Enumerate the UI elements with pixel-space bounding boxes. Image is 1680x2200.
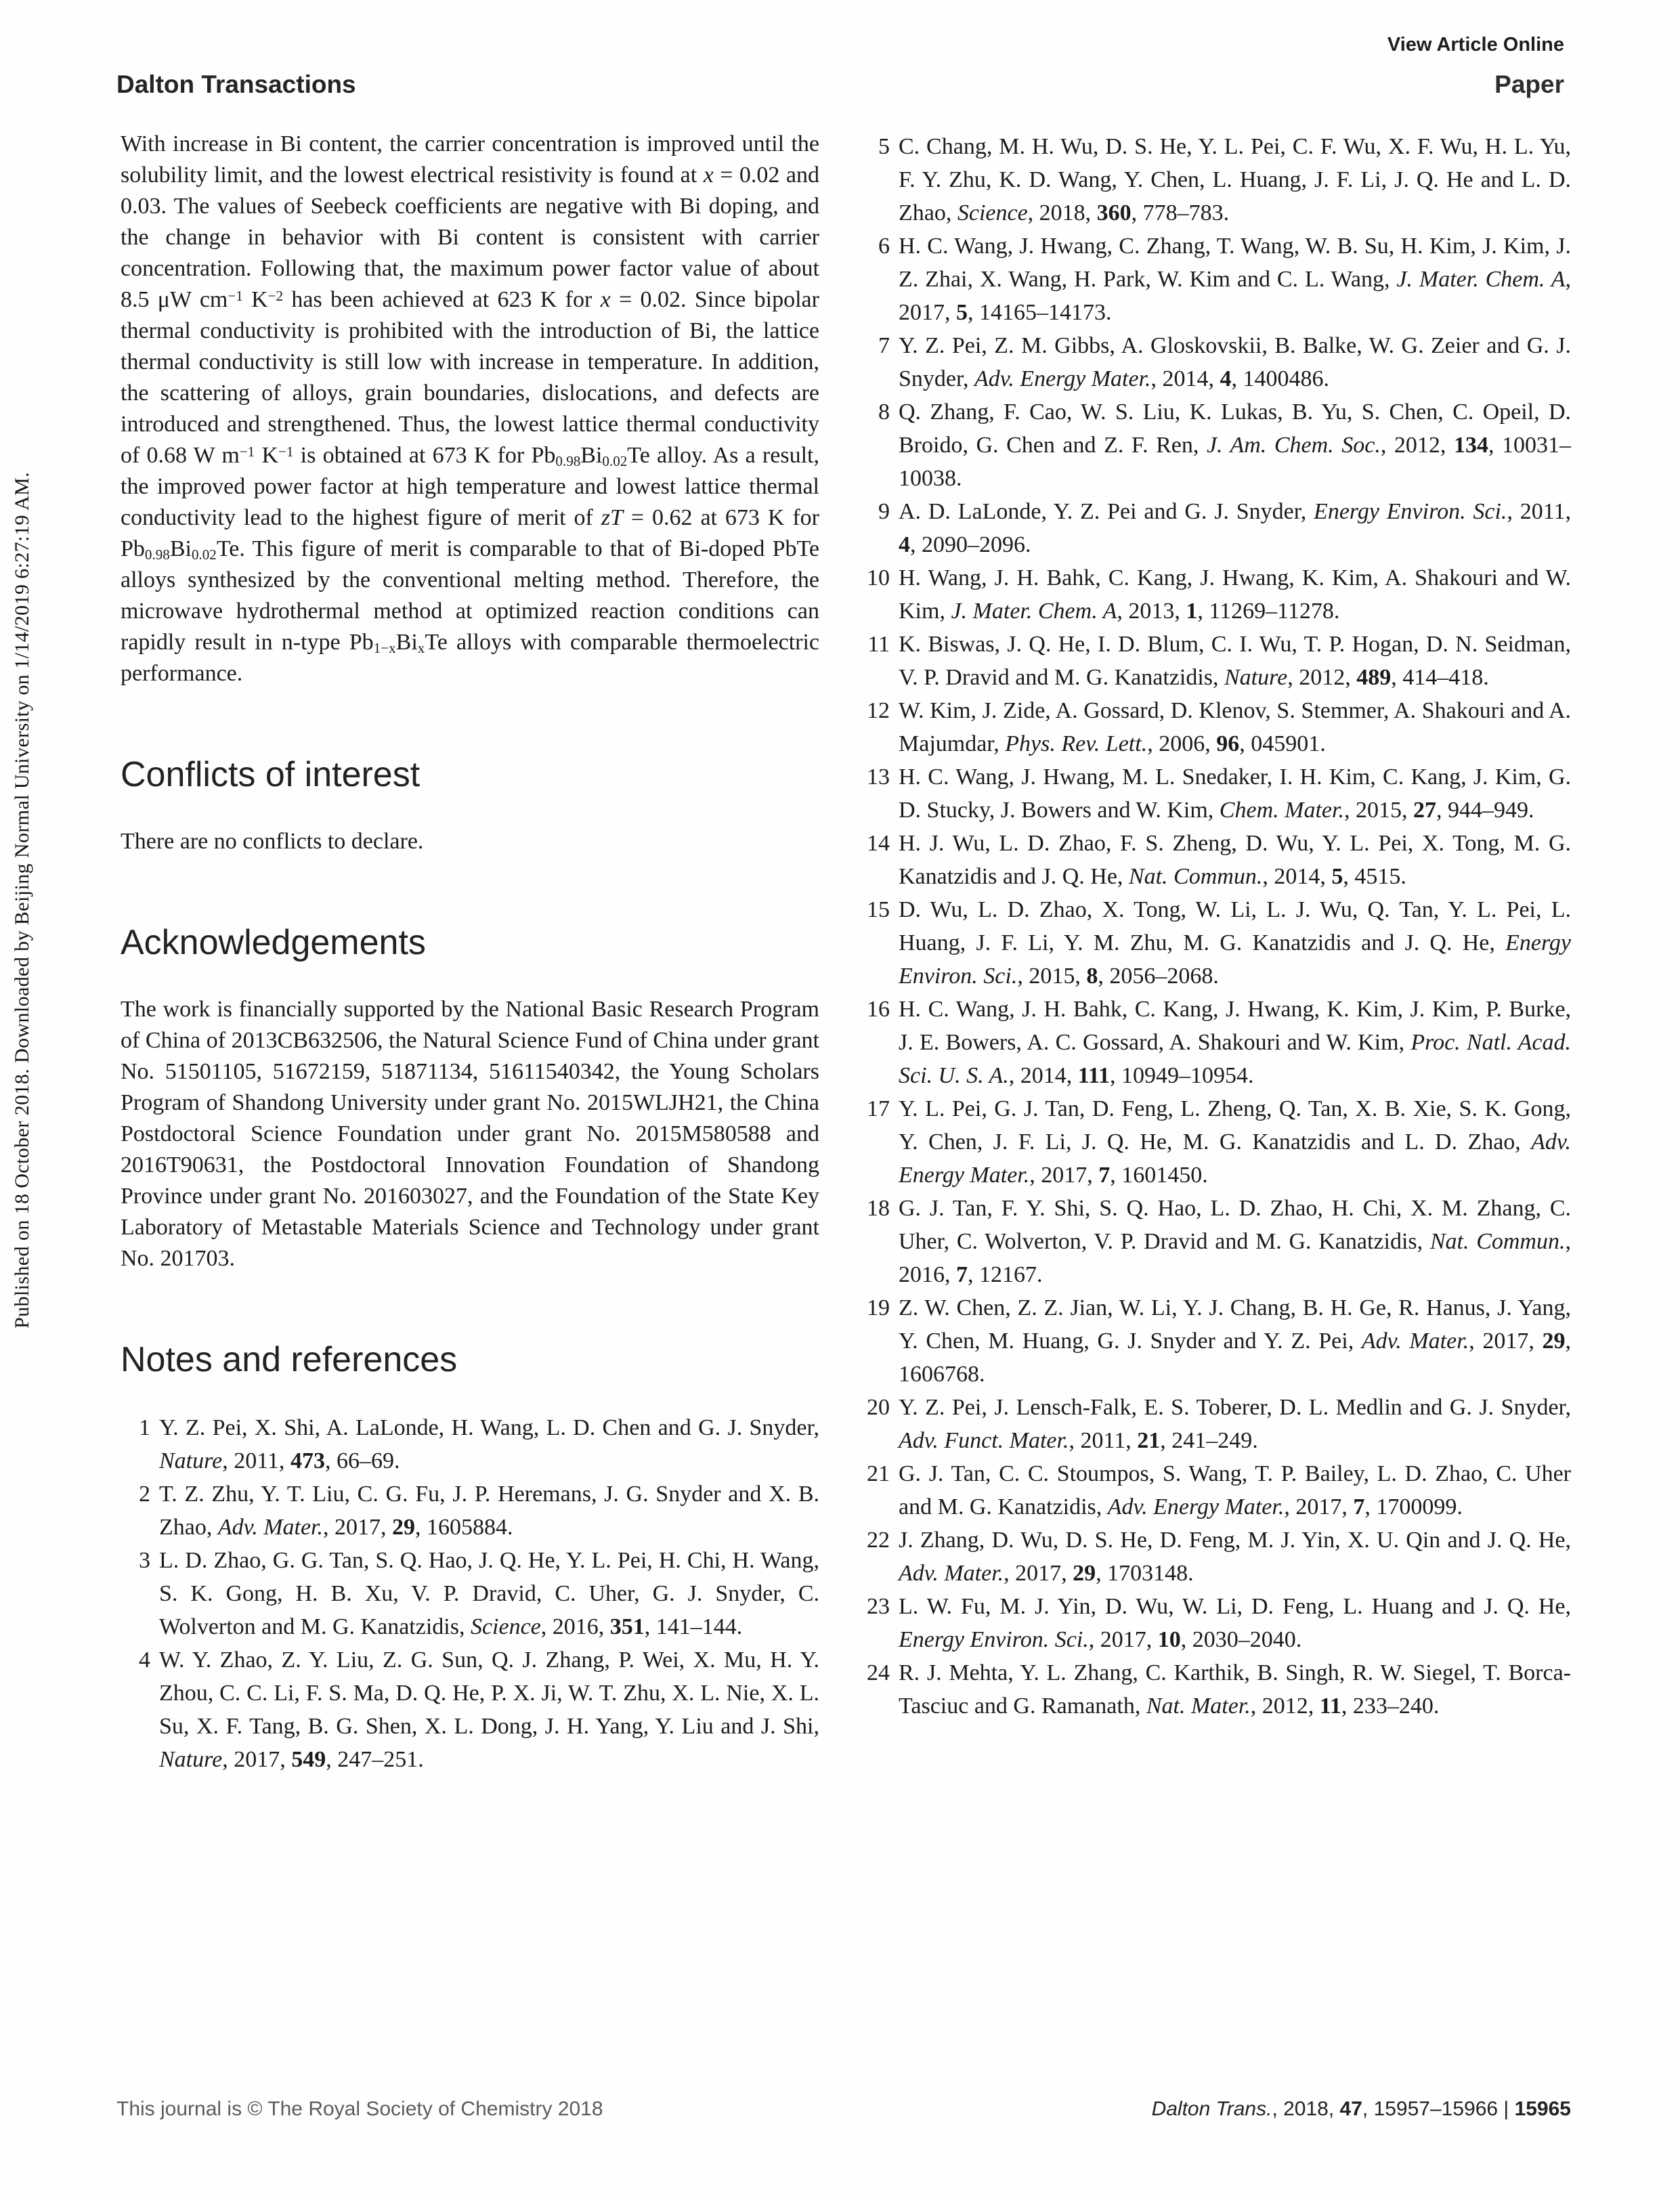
reference-number: 11	[867, 632, 890, 657]
reference-number: 1	[139, 1415, 150, 1440]
publication-download-stamp: Published on 18 October 2018. Downloaded by Beijing Normal University on 1/14/2019 6:27:19 AM.	[11, 471, 33, 1329]
reference-text: K. Biswas, J. Q. He, I. D. Blum, C. I. Wu, T. P. Hogan, D. N. Seidman, V. P. Dravid and M. G. Kanatzidis, Nature, 2012, 489, 414–418.	[899, 632, 1571, 690]
reference-item	[860, 1092, 1571, 1192]
reference-number: 16	[867, 997, 890, 1022]
reference-number: 18	[867, 1196, 890, 1221]
reference-text: A. D. LaLonde, Y. Z. Pei and G. J. Snyder, Energy Environ. Sci., 2011, 4, 2090–2096.	[899, 499, 1572, 557]
reference-text: C. Chang, M. H. Wu, D. S. He, Y. L. Pei, C. F. Wu, X. F. Wu, H. L. Yu, F. Y. Zhu, K. D. Wang, Y. Chen, L. Huang, J. F. Li, J. Q. He and L. D. Zhao, Science, 2018, 360, 778–783.	[899, 134, 1571, 225]
reference-text: Y. Z. Pei, J. Lensch-Falk, E. S. Toberer, D. L. Medlin and G. J. Snyder, Adv. Funct. Mater., 2011, 21, 241–249.	[899, 1395, 1571, 1453]
acknowledgements-heading: Acknowledgements	[121, 923, 426, 962]
reference-item	[860, 628, 1571, 694]
reference-item	[860, 827, 1571, 893]
right-column	[860, 129, 1571, 1723]
references-list-right	[860, 130, 1571, 1723]
reference-number: 22	[867, 1528, 890, 1553]
reference-text: W. Y. Zhao, Z. Y. Liu, Z. G. Sun, Q. J. Zhang, P. Wei, X. Mu, H. Y. Zhou, C. C. Li, F. S. Ma, D. Q. He, P. X. Ji, W. T. Zhu, X. L. Nie, X. L. Su, X. F. Tang, B. G. Shen, X. L. Dong, J. H. Yang, Y. Liu and J. Shi, Nature, 2017, 549, 247–251.	[159, 1647, 819, 1772]
reference-text: L. D. Zhao, G. G. Tan, S. Q. Hao, J. Q. He, Y. L. Pei, H. Chi, H. Wang, S. K. Gong, H. B. Xu, V. P. Dravid, C. Uher, G. J. Snyder, C. Wolverton and M. G. Kanatzidis, Science, 2016, 351, 141–144.	[159, 1548, 819, 1639]
reference-number: 10	[867, 565, 890, 590]
reference-number: 17	[867, 1096, 890, 1121]
reference-item	[860, 760, 1571, 827]
reference-text: Y. Z. Pei, X. Shi, A. LaLonde, H. Wang, L. D. Chen and G. J. Snyder, Nature, 2011, 473, 66–69.	[159, 1415, 819, 1473]
reference-number: 7	[878, 333, 890, 358]
reference-item	[860, 1656, 1571, 1723]
reference-number: 21	[867, 1461, 890, 1486]
reference-item	[860, 230, 1571, 329]
body-paragraph: With increase in Bi content, the carrier concentration is improved until the solubility limit, and the lowest electrical resistivity is found at x = 0.02 and 0.03. The values of Seebeck coefficients are negative with Bi doping, and the change in behavior with Bi content is consistent with carrier concentration. Following that, the maximum power factor value of about 8.5 μW $cm^{-1}$ $K^{-2}$ has been achieved at 623 K for x = 0.02. Since bipolar thermal conductivity is prohibited with the introduction of Bi, the lattice thermal conductivity is still low with increase in temperature. In addition, the scattering of alloys, grain boundaries, dislocations, and defects are introduced and strengthened. Thus, the lowest lattice thermal conductivity of 0.68 W $m^{-1}$ $K^{-1}$ is obtained at 673 K for $Pb_{0.98}Bi_{0.02}Te$ alloy. As a result, the improved power factor at high temperature and lowest lattice thermal conductivity lead to the highest figure of merit of zT = 0.62 at 673 K for $Pb_{0.98}Bi_{0.02}Te$. This figure of merit is comparable to that of Bi-doped PbTe alloys synthesized by the conventional melting method. Therefore, the microwave hydrothermal method at optimized reaction conditions can rapidly result in n-type $Pb_{1-x}Bi_xTe$ alloys with comparable thermoelectric performance.	[121, 131, 820, 686]
reference-text: W. Kim, J. Zide, A. Gossard, D. Klenov, S. Stemmer, A. Shakouri and A. Majumdar, Phys. Rev. Lett., 2006, 96, 045901.	[899, 698, 1571, 756]
reference-item	[860, 993, 1571, 1092]
journal-title: Dalton Transactions	[116, 70, 356, 98]
reference-text: G. J. Tan, C. C. Stoumpos, S. Wang, T. P. Bailey, L. D. Zhao, C. Uher and M. G. Kanatzidis, Adv. Energy Mater., 2017, 7, 1700099.	[899, 1461, 1571, 1519]
reference-item	[860, 1590, 1571, 1656]
reference-text: H. C. Wang, J. Hwang, M. L. Snedaker, I. H. Kim, C. Kang, J. Kim, G. D. Stucky, J. Bowers and W. Kim, Chem. Mater., 2015, 27, 944–949.	[899, 764, 1571, 823]
article-type-label: Paper	[1494, 70, 1564, 98]
reference-number: 2	[139, 1482, 150, 1507]
reference-number: 14	[867, 831, 890, 856]
reference-item	[860, 130, 1571, 230]
reference-item	[121, 1411, 819, 1478]
reference-text: H. Wang, J. H. Bahk, C. Kang, J. Hwang, K. Kim, A. Shakouri and W. Kim, J. Mater. Chem. A, 2013, 1, 11269–11278.	[899, 565, 1571, 624]
copyright-notice: This journal is © The Royal Society of Chemistry 2018	[116, 2098, 603, 2120]
reference-number: 6	[878, 234, 890, 259]
reference-item	[860, 561, 1571, 628]
reference-text: H. C. Wang, J. H. Bahk, C. Kang, J. Hwang, K. Kim, J. Kim, P. Burke, J. E. Bowers, A. C. Gossard, A. Shakouri and W. Kim, Proc. Natl. Acad. Sci. U. S. A., 2014, 111, 10949–10954.	[899, 997, 1572, 1088]
view-article-online-link[interactable]: View Article Online	[1387, 34, 1564, 56]
reference-text: J. Zhang, D. Wu, D. S. He, D. Feng, M. J. Yin, X. U. Qin and J. Q. He, Adv. Mater., 2017, 29, 1703148.	[899, 1528, 1571, 1586]
reference-text: D. Wu, L. D. Zhao, X. Tong, W. Li, L. J. Wu, Q. Tan, Y. L. Pei, L. Huang, J. F. Li, Y. M. Zhu, M. G. Kanatzidis and J. Q. He, Energy Environ. Sci., 2015, 8, 2056–2068.	[899, 897, 1571, 989]
reference-number: 15	[867, 897, 890, 922]
reference-item	[860, 1524, 1571, 1590]
reference-number: 20	[867, 1395, 890, 1420]
reference-number: 24	[867, 1660, 890, 1685]
reference-item	[121, 1544, 819, 1643]
acknowledgements-text: The work is financially supported by the National Basic Research Program of China of 2013CB632506, the Natural Science Fund of China under grant No. 51501105, 51672159, 51871134, 51611540342, the Young Scholars Program of Shandong University under grant No. 2015WLJH21, the China Postdoctoral Science Foundation under grant No. 2015M580588 and 2016T90631, the Postdoctoral Innovation Foundation of Shandong Province under grant No. 201603027, and the Foundation of the State Key Laboratory of Metastable Materials Science and Technology under grant No. 201703.	[121, 997, 819, 1271]
reference-item	[860, 395, 1571, 495]
reference-item	[121, 1478, 819, 1544]
reference-text: H. C. Wang, J. Hwang, C. Zhang, T. Wang, W. B. Su, H. Kim, J. Kim, J. Z. Zhai, X. Wang, H. Park, W. Kim and C. L. Wang, J. Mater. Chem. A, 2017, 5, 14165–14173.	[899, 234, 1571, 325]
reference-item	[860, 1457, 1571, 1524]
reference-item	[860, 893, 1571, 993]
left-column	[121, 129, 819, 1776]
reference-text: Y. Z. Pei, Z. M. Gibbs, A. Gloskovskii, B. Balke, W. G. Zeier and G. J. Snyder, Adv. Energy Mater., 2014, 4, 1400486.	[899, 333, 1571, 391]
reference-number: 8	[878, 400, 890, 425]
reference-text: Q. Zhang, F. Cao, W. S. Liu, K. Lukas, B. Yu, S. Chen, C. Opeil, D. Broido, G. Chen and Z. F. Ren, J. Am. Chem. Soc., 2012, 134, 10031–10038.	[899, 400, 1571, 491]
reference-number: 12	[867, 698, 890, 723]
reference-text: Z. W. Chen, Z. Z. Jian, W. Li, Y. J. Chang, B. H. Ge, R. Hanus, J. Yang, Y. Chen, M. Huang, G. J. Snyder and Y. Z. Pei, Adv. Mater., 2017, 29, 1606768.	[899, 1295, 1571, 1387]
citation-page-number: Dalton Trans., 2018, 47, 15957–15966 | 15965	[1151, 2098, 1571, 2120]
reference-text: L. W. Fu, M. J. Yin, D. Wu, W. Li, D. Feng, L. Huang and J. Q. He, Energy Environ. Sci., 2017, 10, 2030–2040.	[899, 1594, 1571, 1652]
conflicts-heading: Conflicts of interest	[121, 755, 421, 794]
reference-item	[860, 1291, 1571, 1391]
references-heading: Notes and references	[121, 1340, 458, 1379]
reference-text: T. Z. Zhu, Y. T. Liu, C. G. Fu, J. P. Heremans, J. G. Snyder and X. B. Zhao, Adv. Mater., 2017, 29, 1605884.	[159, 1482, 819, 1540]
conflicts-text: There are no conflicts to declare.	[121, 829, 424, 854]
references-list-left	[121, 1411, 819, 1776]
reference-number: 3	[139, 1548, 150, 1573]
reference-number: 4	[139, 1647, 150, 1673]
reference-text: R. J. Mehta, Y. L. Zhang, C. Karthik, B. Singh, R. W. Siegel, T. Borca-Tasciuc and G. Ramanath, Nat. Mater., 2012, 11, 233–240.	[899, 1660, 1571, 1719]
reference-text: G. J. Tan, F. Y. Shi, S. Q. Hao, L. D. Zhao, H. Chi, X. M. Zhang, C. Uher, C. Wolverton, V. P. Dravid and M. G. Kanatzidis, Nat. Commun., 2016, 7, 12167.	[899, 1196, 1571, 1287]
reference-number: 13	[867, 764, 890, 790]
reference-item	[860, 329, 1571, 395]
reference-number: 23	[867, 1594, 890, 1619]
reference-item	[860, 1192, 1571, 1291]
reference-item	[860, 495, 1571, 561]
reference-number: 5	[878, 134, 890, 159]
reference-item	[860, 694, 1571, 760]
reference-number: 19	[867, 1295, 890, 1320]
reference-text: H. J. Wu, L. D. Zhao, F. S. Zheng, D. Wu, Y. L. Pei, X. Tong, M. G. Kanatzidis and J. Q. He, Nat. Commun., 2014, 5, 4515.	[899, 831, 1571, 889]
reference-text: Y. L. Pei, G. J. Tan, D. Feng, L. Zheng, Q. Tan, X. B. Xie, S. K. Gong, Y. Chen, J. F. Li, J. Q. He, M. G. Kanatzidis and L. D. Zhao, Adv. Energy Mater., 2017, 7, 1601450.	[899, 1096, 1571, 1188]
reference-item	[860, 1391, 1571, 1457]
reference-item	[121, 1643, 819, 1776]
reference-number: 9	[878, 499, 890, 524]
